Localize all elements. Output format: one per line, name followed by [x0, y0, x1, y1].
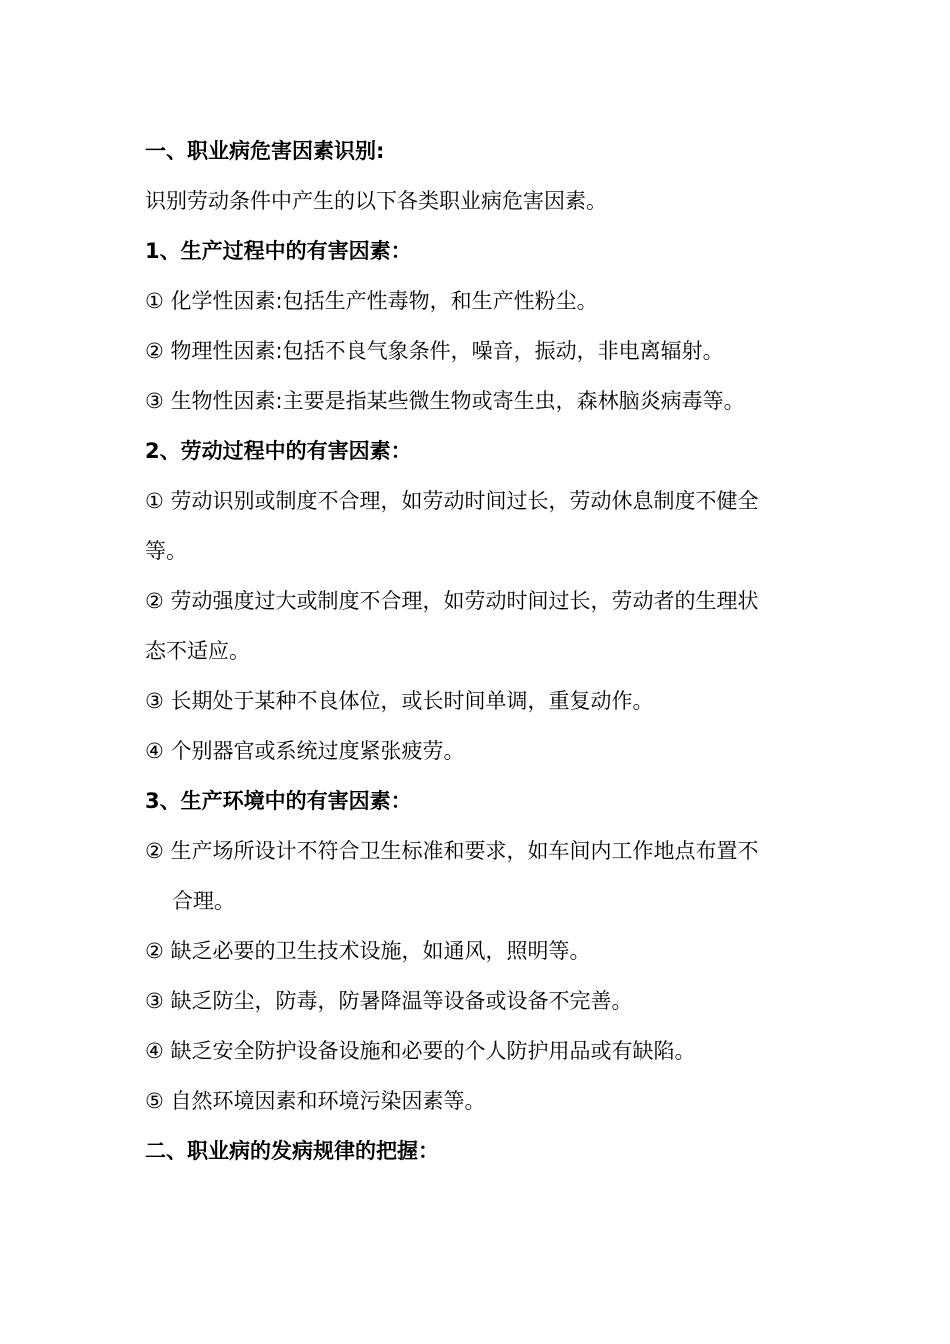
subheading-labor-process: 2、劳动过程中的有害因素：	[145, 439, 412, 463]
list-item-natural-environment: ⑤ 自然环境因素和环境污染因素等。	[145, 1089, 486, 1113]
list-item-fatigue: ④ 个别器官或系统过度紧张疲劳。	[145, 739, 465, 763]
paragraph-intro: 识别劳动条件中产生的以下各类职业病危害因素。	[145, 189, 607, 213]
list-item-chemical: ① 化学性因素:包括生产性毒物，和生产性粉尘。	[145, 289, 598, 313]
list-item-labor-system-cont: 等。	[145, 539, 187, 563]
subheading-production-process: 1、生产过程中的有害因素：	[145, 239, 412, 263]
list-item-workplace-design: ② 生产场所设计不符合卫生标准和要求，如车间内工作地点布置不	[145, 839, 759, 863]
list-item-labor-intensity-cont: 态不适应。	[145, 639, 250, 663]
section-heading-2: 二、职业病的发病规律的把握：	[145, 1139, 439, 1163]
subheading-production-environment: 3、生产环境中的有害因素：	[145, 789, 412, 813]
document-body	[145, 126, 810, 1176]
list-item-safety-equipment: ④ 缺乏安全防护设备设施和必要的个人防护用品或有缺陷。	[145, 1039, 696, 1063]
section-heading-1: 一、职业病危害因素识别:	[145, 139, 385, 163]
list-item-posture: ③ 长期处于某种不良体位，或长时间单调，重复动作。	[145, 689, 654, 713]
list-item-dust-protection: ③ 缺乏防尘，防毒，防暑降温等设备或设备不完善。	[145, 989, 633, 1013]
list-item-workplace-design-cont: 合理。	[172, 889, 235, 913]
list-item-sanitation-facilities: ② 缺乏必要的卫生技术设施，如通风，照明等。	[145, 939, 591, 963]
list-item-physical: ② 物理性因素:包括不良气象条件，噪音，振动，非电离辐射。	[145, 339, 724, 363]
list-item-biological: ③ 生物性因素:主要是指某些微生物或寄生虫，森林脑炎病毒等。	[145, 389, 745, 413]
list-item-labor-intensity: ② 劳动强度过大或制度不合理，如劳动时间过长，劳动者的生理状	[145, 589, 759, 613]
list-item-labor-system: ① 劳动识别或制度不合理，如劳动时间过长，劳动休息制度不健全	[145, 489, 759, 513]
